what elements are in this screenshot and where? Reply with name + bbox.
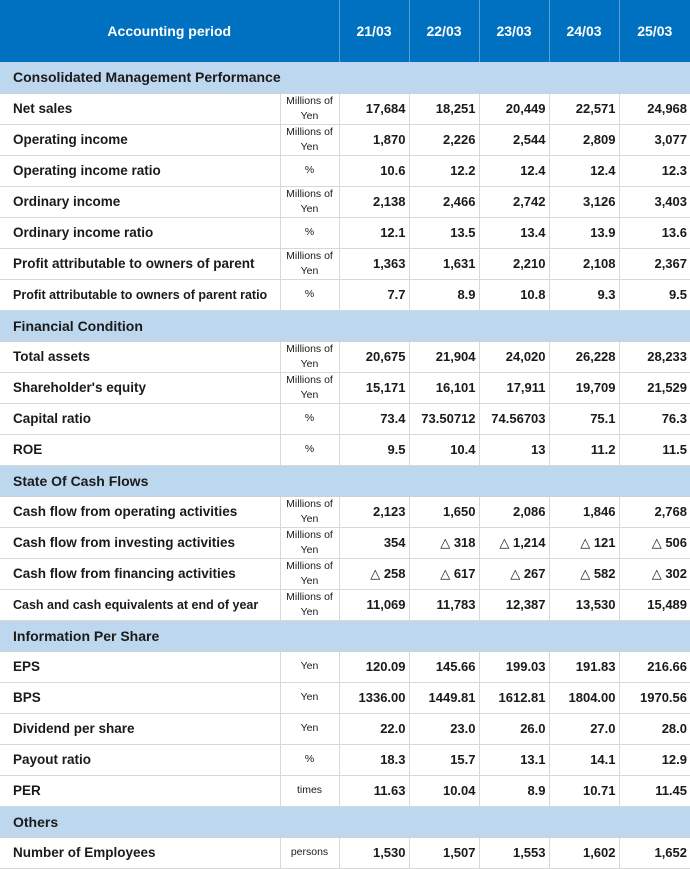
row-unit: Millions of Yen: [280, 186, 339, 217]
row-unit: Millions of Yen: [280, 341, 339, 372]
row-value: 15,489: [619, 589, 690, 620]
row-label: Profit attributable to owners of parent: [0, 248, 280, 279]
section-title: State Of Cash Flows: [0, 465, 690, 496]
row-unit: Yen: [280, 682, 339, 713]
row-value: 216.66: [619, 651, 690, 682]
row-value: 10.4: [409, 434, 479, 465]
row-unit: %: [280, 434, 339, 465]
row-value: 26.0: [479, 713, 549, 744]
period-header: 25/03: [619, 0, 690, 62]
row-value: 24,968: [619, 93, 690, 124]
row-value: 1,507: [409, 837, 479, 868]
row-value: 2,367: [619, 248, 690, 279]
row-value: △ 1,214: [479, 527, 549, 558]
table-body: [0, 62, 690, 868]
table-row: [0, 279, 690, 310]
row-label: ROE: [0, 434, 280, 465]
row-label: Capital ratio: [0, 403, 280, 434]
row-value: 8.9: [479, 775, 549, 806]
section-header-row: [0, 620, 690, 651]
section-header-row: [0, 465, 690, 496]
row-value: 22.0: [339, 713, 409, 744]
row-label: Cash and cash equivalents at end of year: [0, 589, 280, 620]
row-value: 74.56703: [479, 403, 549, 434]
row-value: 3,077: [619, 124, 690, 155]
table-row: [0, 713, 690, 744]
row-unit: Millions of Yen: [280, 589, 339, 620]
row-value: △ 302: [619, 558, 690, 589]
row-value: 2,466: [409, 186, 479, 217]
section-title: Information Per Share: [0, 620, 690, 651]
row-value: 17,911: [479, 372, 549, 403]
row-value: 13.9: [549, 217, 619, 248]
row-value: 1449.81: [409, 682, 479, 713]
row-value: △ 267: [479, 558, 549, 589]
row-value: 2,768: [619, 496, 690, 527]
row-value: 3,403: [619, 186, 690, 217]
row-value: 1804.00: [549, 682, 619, 713]
table-row: [0, 93, 690, 124]
row-value: 28.0: [619, 713, 690, 744]
section-title: Others: [0, 806, 690, 837]
row-label: Net sales: [0, 93, 280, 124]
row-label: Cash flow from operating activities: [0, 496, 280, 527]
row-value: 1,870: [339, 124, 409, 155]
row-value: 120.09: [339, 651, 409, 682]
row-value: 1970.56: [619, 682, 690, 713]
row-value: 19,709: [549, 372, 619, 403]
row-value: 1,631: [409, 248, 479, 279]
row-unit: persons: [280, 837, 339, 868]
row-value: 11.2: [549, 434, 619, 465]
row-value: 11,069: [339, 589, 409, 620]
row-unit: Millions of Yen: [280, 124, 339, 155]
row-value: 15,171: [339, 372, 409, 403]
row-unit: Millions of Yen: [280, 372, 339, 403]
row-value: 10.8: [479, 279, 549, 310]
row-value: 11.5: [619, 434, 690, 465]
row-value: 1,846: [549, 496, 619, 527]
row-value: 2,226: [409, 124, 479, 155]
row-value: △ 582: [549, 558, 619, 589]
row-value: 12.1: [339, 217, 409, 248]
table-row: [0, 434, 690, 465]
row-value: 199.03: [479, 651, 549, 682]
table-row: [0, 651, 690, 682]
row-unit: Millions of Yen: [280, 558, 339, 589]
row-value: 16,101: [409, 372, 479, 403]
row-value: 20,449: [479, 93, 549, 124]
row-value: 73.50712: [409, 403, 479, 434]
row-label: Operating income ratio: [0, 155, 280, 186]
row-label: Profit attributable to owners of parent ratio: [0, 279, 280, 310]
row-value: 28,233: [619, 341, 690, 372]
section-header-row: [0, 310, 690, 341]
row-label: Number of Employees: [0, 837, 280, 868]
row-value: 2,123: [339, 496, 409, 527]
row-unit: %: [280, 217, 339, 248]
row-value: 17,684: [339, 93, 409, 124]
row-value: 8.9: [409, 279, 479, 310]
table-row: [0, 341, 690, 372]
row-value: 22,571: [549, 93, 619, 124]
row-value: 2,742: [479, 186, 549, 217]
row-value: △ 617: [409, 558, 479, 589]
row-value: 73.4: [339, 403, 409, 434]
table-row: [0, 186, 690, 217]
row-value: 9.5: [619, 279, 690, 310]
row-value: △ 258: [339, 558, 409, 589]
row-unit: %: [280, 403, 339, 434]
table-row: [0, 775, 690, 806]
row-value: 12.9: [619, 744, 690, 775]
row-value: 1,650: [409, 496, 479, 527]
row-value: 24,020: [479, 341, 549, 372]
row-value: 2,108: [549, 248, 619, 279]
row-value: 13.4: [479, 217, 549, 248]
row-unit: %: [280, 744, 339, 775]
row-label: Dividend per share: [0, 713, 280, 744]
row-label: Ordinary income: [0, 186, 280, 217]
row-value: 10.04: [409, 775, 479, 806]
section-title: Financial Condition: [0, 310, 690, 341]
table-row: [0, 124, 690, 155]
table-row: [0, 744, 690, 775]
row-unit: %: [280, 155, 339, 186]
row-value: 2,210: [479, 248, 549, 279]
row-unit: Millions of Yen: [280, 93, 339, 124]
row-value: △ 506: [619, 527, 690, 558]
table-row: [0, 155, 690, 186]
row-value: 1,602: [549, 837, 619, 868]
period-header: 21/03: [339, 0, 409, 62]
row-value: 145.66: [409, 651, 479, 682]
row-unit: Yen: [280, 651, 339, 682]
row-value: 12,387: [479, 589, 549, 620]
period-header: 22/03: [409, 0, 479, 62]
period-header: 24/03: [549, 0, 619, 62]
row-label: PER: [0, 775, 280, 806]
row-value: 191.83: [549, 651, 619, 682]
row-value: 20,675: [339, 341, 409, 372]
table-row: [0, 682, 690, 713]
table-row: [0, 589, 690, 620]
section-title: Consolidated Management Performance: [0, 62, 690, 93]
section-header-row: [0, 806, 690, 837]
table-row: [0, 527, 690, 558]
row-value: 7.7: [339, 279, 409, 310]
row-value: 14.1: [549, 744, 619, 775]
row-value: 11.45: [619, 775, 690, 806]
table-row: [0, 558, 690, 589]
row-value: 12.4: [479, 155, 549, 186]
row-value: 1612.81: [479, 682, 549, 713]
row-value: 11.63: [339, 775, 409, 806]
row-value: △ 318: [409, 527, 479, 558]
row-label: Total assets: [0, 341, 280, 372]
section-header-row: [0, 62, 690, 93]
table-row: [0, 403, 690, 434]
row-unit: Yen: [280, 713, 339, 744]
row-value: 9.5: [339, 434, 409, 465]
row-value: 26,228: [549, 341, 619, 372]
row-value: 1,553: [479, 837, 549, 868]
row-value: 75.1: [549, 403, 619, 434]
row-value: 76.3: [619, 403, 690, 434]
row-value: 13.6: [619, 217, 690, 248]
row-value: 1,363: [339, 248, 409, 279]
row-value: 2,809: [549, 124, 619, 155]
row-value: 2,544: [479, 124, 549, 155]
row-value: 12.2: [409, 155, 479, 186]
row-value: 354: [339, 527, 409, 558]
row-label: Payout ratio: [0, 744, 280, 775]
row-unit: Millions of Yen: [280, 248, 339, 279]
row-value: 1,652: [619, 837, 690, 868]
row-value: 13.5: [409, 217, 479, 248]
row-value: 10.71: [549, 775, 619, 806]
row-value: 23.0: [409, 713, 479, 744]
row-value: 1336.00: [339, 682, 409, 713]
table-row: [0, 837, 690, 868]
table-row: [0, 248, 690, 279]
row-value: 9.3: [549, 279, 619, 310]
row-value: 2,086: [479, 496, 549, 527]
row-value: 12.4: [549, 155, 619, 186]
period-header: 23/03: [479, 0, 549, 62]
row-label: Ordinary income ratio: [0, 217, 280, 248]
row-value: 15.7: [409, 744, 479, 775]
accounting-period-header: Accounting period: [0, 0, 339, 62]
row-value: 13: [479, 434, 549, 465]
row-unit: Millions of Yen: [280, 496, 339, 527]
row-value: 11,783: [409, 589, 479, 620]
row-label: Cash flow from investing activities: [0, 527, 280, 558]
table-row: [0, 496, 690, 527]
row-value: 18.3: [339, 744, 409, 775]
row-value: 3,126: [549, 186, 619, 217]
row-unit: %: [280, 279, 339, 310]
row-value: 13.1: [479, 744, 549, 775]
row-value: 21,529: [619, 372, 690, 403]
row-value: 12.3: [619, 155, 690, 186]
row-value: 2,138: [339, 186, 409, 217]
row-value: 27.0: [549, 713, 619, 744]
row-unit: times: [280, 775, 339, 806]
row-value: 10.6: [339, 155, 409, 186]
row-value: 1,530: [339, 837, 409, 868]
row-value: △ 121: [549, 527, 619, 558]
row-label: BPS: [0, 682, 280, 713]
table-header: [0, 0, 690, 62]
row-value: 21,904: [409, 341, 479, 372]
row-unit: Millions of Yen: [280, 527, 339, 558]
row-label: EPS: [0, 651, 280, 682]
row-value: 13,530: [549, 589, 619, 620]
row-label: Operating income: [0, 124, 280, 155]
table-row: [0, 372, 690, 403]
row-label: Cash flow from financing activities: [0, 558, 280, 589]
row-value: 18,251: [409, 93, 479, 124]
table-row: [0, 217, 690, 248]
row-label: Shareholder's equity: [0, 372, 280, 403]
